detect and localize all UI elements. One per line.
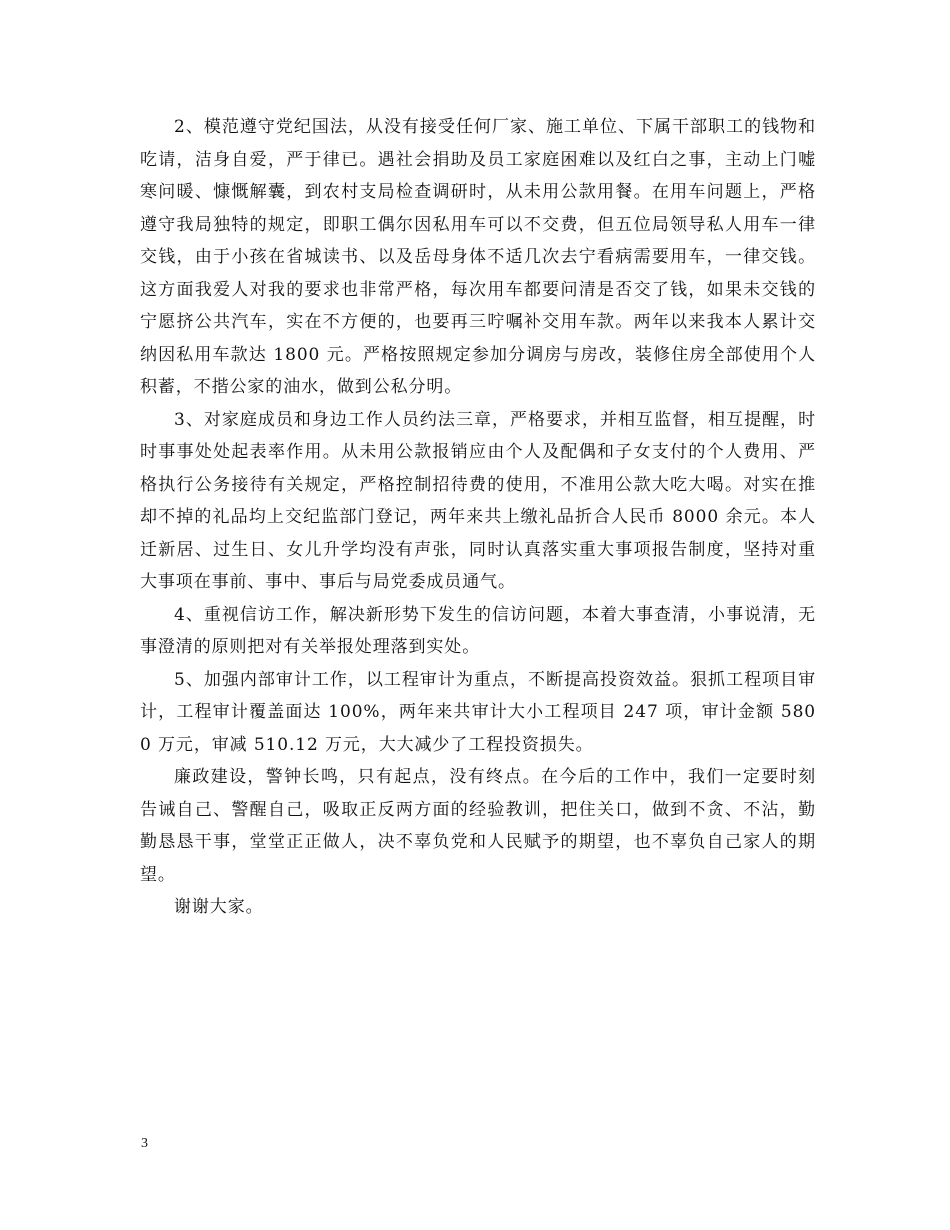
document-body <box>140 111 816 924</box>
paragraph-integrity-closing: 廉政建设，警钟长鸣，只有起点，没有终点。在今后的工作中，我们一定要时刻告诫自己、警醒自己，吸取正反两方面的经验教训，把住关口，做到不贪、不沾，勤勤恳恳干事，堂堂正正做人，决不辜负党和人民赋予的期望，也不辜负自己家人的期望。 <box>140 767 816 885</box>
paragraph-item-2: 2、模范遵守党纪国法，从没有接受任何厂家、施工单位、下属干部职工的钱物和吃请，洁身自爱，严于律已。遇社会捐助及员工家庭困难以及红白之事，主动上门嘘寒问暖、慷慨解囊，到农村支局检查调研时，从未用公款用餐。在用车问题上，严格遵守我局独特的规定，即职工偶尔因私用车可以不交费，但五位局领导私人用车一律交钱，由于小孩在省城读书、以及岳母身体不适几次去宁看病需要用车，一律交钱。这方面我爱人对我的要求也非常严格，每次用车都要问清是否交了钱，如果未交钱的宁愿挤公共汽车，实在不方便的，也要再三咛嘱补交用车款。两年以来我本人累计交纳因私用车款达 1800 元。严格按照规定参加分调房与房改，装修住房全部使用个人积蓄，不揩公家的油水，做到公私分明。 <box>140 117 816 397</box>
paragraph-thanks: 谢谢大家。 <box>174 897 264 917</box>
paragraph-item-5: 5、加强内部审计工作，以工程审计为重点，不断提高投资效益。狠抓工程项目审计，工程审计覆盖面达 100%，两年来共审计大小工程项目 247 项，审计金额 5800 万元，审减 510.12 万元，大大减少了工程投资损失。 <box>140 669 816 755</box>
page-number: 3 <box>141 1136 148 1151</box>
paragraph-item-3: 3、对家庭成员和身边工作人员约法三章，严格要求，并相互监督，相互提醒，时时事事处处起表率作用。从未用公款报销应由个人及配偶和子女支付的个人费用、严格执行公务接待有关规定，严格控制招待费的使用，不准用公款大吃大喝。对实在推却不掉的礼品均上交纪监部门登记，两年来共上缴礼品折合人民币 8000 余元。本人迁新居、过生日、女儿升学均没有声张，同时认真落实重大事项报告制度，坚持对重大事项在事前、事中、事后与局党委成员通气。 <box>140 409 816 592</box>
paragraph-item-4: 4、重视信访工作，解决新形势下发生的信访问题，本着大事查清，小事说清，无事澄清的原则把对有关举报处理落到实处。 <box>140 604 816 657</box>
